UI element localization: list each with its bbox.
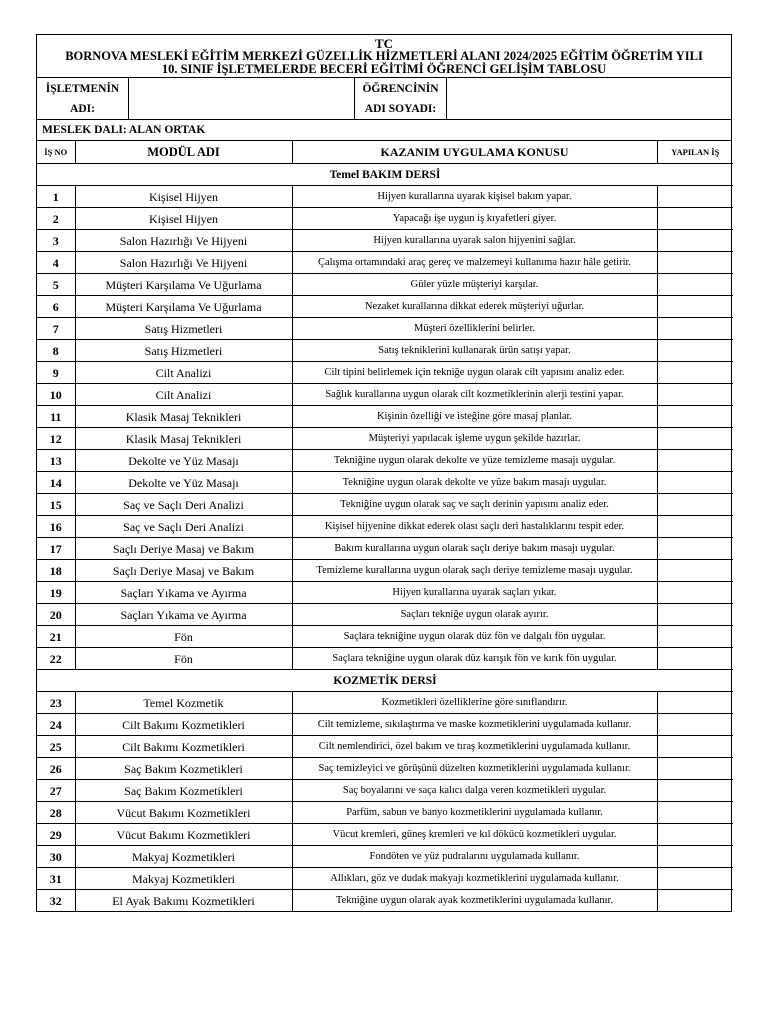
done-cell[interactable] <box>657 494 733 516</box>
title-line-2: BORNOVA MESLEKİ EĞİTİM MERKEZİ GÜZELLİK HİZMETLERİ ALANI 2024/2025 EĞİTİM ÖĞRETİM YILI <box>65 49 703 63</box>
task-number: 16 <box>37 516 75 538</box>
task-topic: Satış tekniklerini kullanarak ürün satışı yapar. <box>292 340 657 362</box>
column-header-no: İŞ NO <box>37 141 75 164</box>
task-topic: Güler yüzle müşteriyi karşılar. <box>292 274 657 296</box>
task-topic: Saçlara tekniğine uygun olarak düz karışık fön ve kırık fön uygular. <box>292 648 657 670</box>
table-row <box>37 802 733 824</box>
table-row <box>37 384 733 406</box>
task-number: 26 <box>37 758 75 780</box>
done-cell[interactable] <box>657 824 733 846</box>
student-label-line-1: ÖĞRENCİNİN <box>362 83 439 95</box>
task-number: 27 <box>37 780 75 802</box>
task-topic: Kozmetikleri özelliklerine göre sınıflandırır. <box>292 692 657 714</box>
table-row <box>37 362 733 384</box>
task-number: 12 <box>37 428 75 450</box>
task-number: 14 <box>37 472 75 494</box>
table-row <box>37 560 733 582</box>
student-label-line-2: ADI SOYADI: <box>364 103 437 115</box>
task-number: 28 <box>37 802 75 824</box>
module-name: Müşteri Karşılama Ve Uğurlama <box>75 296 292 318</box>
table-row <box>37 626 733 648</box>
module-name: Saçlı Deriye Masaj ve Bakım <box>75 538 292 560</box>
table-row <box>37 692 733 714</box>
task-number: 21 <box>37 626 75 648</box>
task-number: 2 <box>37 208 75 230</box>
task-number: 30 <box>37 846 75 868</box>
task-number: 31 <box>37 868 75 890</box>
done-cell[interactable] <box>657 296 733 318</box>
module-name: Cilt Analizi <box>75 362 292 384</box>
done-cell[interactable] <box>657 560 733 582</box>
business-name-field[interactable] <box>129 78 355 119</box>
module-name: Temel Kozmetik <box>75 692 292 714</box>
task-topic: Müşteriyi yapılacak işleme uygun şekilde hazırlar. <box>292 428 657 450</box>
task-topic: Hijyen kurallarına uyarak saçları yıkar. <box>292 582 657 604</box>
task-topic: Bakım kurallarına uygun olarak saçlı deriye bakım masajı uygular. <box>292 538 657 560</box>
task-topic: Yapacağı işe uygun iş kıyafetleri giyer. <box>292 208 657 230</box>
task-number: 19 <box>37 582 75 604</box>
done-cell[interactable] <box>657 186 733 208</box>
module-name: Salon Hazırlığı Ve Hijyeni <box>75 252 292 274</box>
table-row <box>37 494 733 516</box>
task-topic: Saçları tekniğe uygun olarak ayırır. <box>292 604 657 626</box>
title-line-1: TC <box>374 36 394 51</box>
table-row <box>37 296 733 318</box>
table-row <box>37 890 733 912</box>
done-cell[interactable] <box>657 780 733 802</box>
task-number: 32 <box>37 890 75 912</box>
module-name: Klasik Masaj Teknikleri <box>75 406 292 428</box>
module-name: Fön <box>75 626 292 648</box>
module-name: Cilt Analizi <box>75 384 292 406</box>
table-row <box>37 428 733 450</box>
done-cell[interactable] <box>657 692 733 714</box>
table-row <box>37 318 733 340</box>
table-row <box>37 208 733 230</box>
task-number: 1 <box>37 186 75 208</box>
table-row <box>37 230 733 252</box>
done-cell[interactable] <box>657 846 733 868</box>
task-number: 6 <box>37 296 75 318</box>
module-name: Dekolte ve Yüz Masajı <box>75 450 292 472</box>
table-row <box>37 780 733 802</box>
task-topic: Parfüm, sabun ve banyo kozmetiklerini uygulamada kullanır. <box>292 802 657 824</box>
task-number: 11 <box>37 406 75 428</box>
done-cell[interactable] <box>657 714 733 736</box>
table-row <box>37 340 733 362</box>
task-topic: Cilt temizleme, sıkılaştırma ve maske kozmetiklerini uygulamada kullanır. <box>292 714 657 736</box>
branch-label: MESLEK DALI: ALAN ORTAK <box>37 120 731 141</box>
business-label-line-1: İŞLETMENİN <box>45 83 120 95</box>
module-name: Salon Hazırlığı Ve Hijyeni <box>75 230 292 252</box>
table-header-row <box>37 141 733 164</box>
task-number: 9 <box>37 362 75 384</box>
done-cell[interactable] <box>657 648 733 670</box>
task-number: 4 <box>37 252 75 274</box>
table-row <box>37 582 733 604</box>
task-topic: Allıkları, göz ve dudak makyajı kozmetiklerini uygulamada kullanır. <box>292 868 657 890</box>
done-cell[interactable] <box>657 626 733 648</box>
done-cell[interactable] <box>657 868 733 890</box>
title-line-3: 10. SINIF İŞLETMELERDE BECERİ EĞİTİMİ ÖĞRENCİ GELİŞİM TABLOSU <box>161 62 607 76</box>
module-name: Saçları Yıkama ve Ayırma <box>75 604 292 626</box>
module-name: Vücut Bakımı Kozmetikleri <box>75 824 292 846</box>
done-cell[interactable] <box>657 428 733 450</box>
task-topic: Tekniğine uygun olarak dekolte ve yüze bakım masajı uygular. <box>292 472 657 494</box>
table-row <box>37 714 733 736</box>
form-title <box>37 35 731 78</box>
progress-form <box>36 34 732 912</box>
module-name: Vücut Bakımı Kozmetikleri <box>75 802 292 824</box>
table-row <box>37 186 733 208</box>
section-title: KOZMETİK DERSİ <box>37 670 733 692</box>
module-name: Saç ve Saçlı Deri Analizi <box>75 494 292 516</box>
module-name: Saçlı Deriye Masaj ve Bakım <box>75 560 292 582</box>
task-number: 17 <box>37 538 75 560</box>
student-name-field[interactable] <box>447 78 731 119</box>
task-topic: Tekniğine uygun olarak dekolte ve yüze temizleme masajı uygular. <box>292 450 657 472</box>
task-topic: Tekniğine uygun olarak ayak kozmetiklerini uygulamada kullanır. <box>292 890 657 912</box>
table-row <box>37 538 733 560</box>
module-name: Saçları Yıkama ve Ayırma <box>75 582 292 604</box>
done-cell[interactable] <box>657 406 733 428</box>
table-row <box>37 274 733 296</box>
module-name: Saç ve Saçlı Deri Analizi <box>75 516 292 538</box>
column-header-module: MODÜL ADI <box>75 141 292 164</box>
task-topic: Cilt tipini belirlemek için tekniğe uygun olarak cilt yapısını analiz eder. <box>292 362 657 384</box>
done-cell[interactable] <box>657 472 733 494</box>
table-row <box>37 406 733 428</box>
table-row <box>37 868 733 890</box>
module-name: El Ayak Bakımı Kozmetikleri <box>75 890 292 912</box>
task-topic: Vücut kremleri, güneş kremleri ve kıl dökücü kozmetikleri uygular. <box>292 824 657 846</box>
module-name: Cilt Bakımı Kozmetikleri <box>75 736 292 758</box>
done-cell[interactable] <box>657 604 733 626</box>
done-cell[interactable] <box>657 318 733 340</box>
module-name: Klasik Masaj Teknikleri <box>75 428 292 450</box>
student-name-label <box>355 78 447 119</box>
table-row <box>37 450 733 472</box>
task-number: 15 <box>37 494 75 516</box>
task-number: 7 <box>37 318 75 340</box>
task-topic: Hijyen kurallarına uyarak salon hijyenini sağlar. <box>292 230 657 252</box>
table-row <box>37 758 733 780</box>
table-row <box>37 648 733 670</box>
task-topic: Fondöten ve yüz pudralarını uygulamada kullanır. <box>292 846 657 868</box>
task-topic: Nezaket kurallarına dikkat ederek müşteriyi uğurlar. <box>292 296 657 318</box>
module-name: Müşteri Karşılama Ve Uğurlama <box>75 274 292 296</box>
table-row <box>37 736 733 758</box>
done-cell[interactable] <box>657 230 733 252</box>
info-row <box>37 78 731 120</box>
done-cell[interactable] <box>657 362 733 384</box>
task-number: 29 <box>37 824 75 846</box>
done-cell[interactable] <box>657 538 733 560</box>
task-number: 22 <box>37 648 75 670</box>
task-number: 13 <box>37 450 75 472</box>
section-header-row <box>37 670 733 692</box>
done-cell[interactable] <box>657 516 733 538</box>
done-cell[interactable] <box>657 208 733 230</box>
done-cell[interactable] <box>657 736 733 758</box>
task-topic: Çalışma ortamındaki araç gereç ve malzemeyi kullanıma hazır hâle getirir. <box>292 252 657 274</box>
module-name: Saç Bakım Kozmetikleri <box>75 780 292 802</box>
business-label-line-2: ADI: <box>70 103 95 115</box>
task-topic: Cilt nemlendirici, özel bakım ve tıraş kozmetiklerini uygulamada kullanır. <box>292 736 657 758</box>
business-name-label <box>37 78 129 119</box>
task-number: 20 <box>37 604 75 626</box>
task-topic: Temizleme kurallarına uygun olarak saçlı deriye temizleme masajı uygular. <box>292 560 657 582</box>
task-number: 23 <box>37 692 75 714</box>
task-topic: Müşteri özelliklerini belirler. <box>292 318 657 340</box>
module-name: Fön <box>75 648 292 670</box>
table-row <box>37 824 733 846</box>
task-topic: Hijyen kurallarına uyarak kişisel bakım yapar. <box>292 186 657 208</box>
task-number: 24 <box>37 714 75 736</box>
task-number: 5 <box>37 274 75 296</box>
task-number: 8 <box>37 340 75 362</box>
done-cell[interactable] <box>657 340 733 362</box>
task-topic: Sağlık kurallarına uygun olarak cilt kozmetiklerinin alerji testini yapar. <box>292 384 657 406</box>
section-title: Temel BAKIM DERSİ <box>37 164 733 186</box>
module-name: Makyaj Kozmetikleri <box>75 846 292 868</box>
table-row <box>37 604 733 626</box>
task-table <box>37 141 733 911</box>
task-topic: Kişinin özelliği ve isteğine göre masaj planlar. <box>292 406 657 428</box>
done-cell[interactable] <box>657 450 733 472</box>
table-row <box>37 252 733 274</box>
task-number: 10 <box>37 384 75 406</box>
task-topic: Saç boyalarını ve saça kalıcı dalga veren kozmetikleri uygular. <box>292 780 657 802</box>
module-name: Kişisel Hijyen <box>75 208 292 230</box>
task-topic: Saçlara tekniğine uygun olarak düz fön ve dalgalı fön uygular. <box>292 626 657 648</box>
column-header-topic: KAZANIM UYGULAMA KONUSU <box>292 141 657 164</box>
table-row <box>37 846 733 868</box>
table-row <box>37 472 733 494</box>
module-name: Satış Hizmetleri <box>75 340 292 362</box>
done-cell[interactable] <box>657 274 733 296</box>
task-number: 3 <box>37 230 75 252</box>
done-cell[interactable] <box>657 802 733 824</box>
table-row <box>37 516 733 538</box>
done-cell[interactable] <box>657 582 733 604</box>
done-cell[interactable] <box>657 384 733 406</box>
task-number: 25 <box>37 736 75 758</box>
task-topic: Saç temizleyici ve görüşünü düzelten kozmetiklerini uygulamada kullanır. <box>292 758 657 780</box>
task-number: 18 <box>37 560 75 582</box>
column-header-done: YAPILAN İŞ <box>657 141 733 164</box>
task-topic: Tekniğine uygun olarak saç ve saçlı derinin yapısını analiz eder. <box>292 494 657 516</box>
section-header-row <box>37 164 733 186</box>
module-name: Kişisel Hijyen <box>75 186 292 208</box>
task-topic: Kişisel hijyenine dikkat ederek olası saçlı deri hastalıklarını tespit eder. <box>292 516 657 538</box>
done-cell[interactable] <box>657 758 733 780</box>
module-name: Makyaj Kozmetikleri <box>75 868 292 890</box>
module-name: Satış Hizmetleri <box>75 318 292 340</box>
module-name: Saç Bakım Kozmetikleri <box>75 758 292 780</box>
done-cell[interactable] <box>657 252 733 274</box>
module-name: Dekolte ve Yüz Masajı <box>75 472 292 494</box>
done-cell[interactable] <box>657 890 733 912</box>
module-name: Cilt Bakımı Kozmetikleri <box>75 714 292 736</box>
